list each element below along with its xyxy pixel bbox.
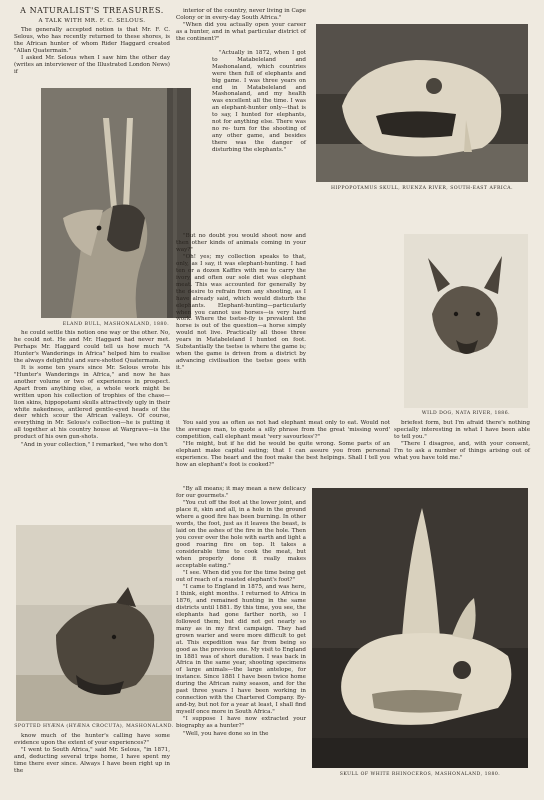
article-subhead: A TALK WITH MR. F. C. SELOUS. [38,18,146,24]
paragraph: "And in your collection," I remarked, "we who don't [21,441,168,448]
wild-dog-caption: WILD DOG, NATA RIVER, 1886. [421,411,511,416]
white-rhinoceros-skull-photo [312,488,528,768]
paragraph: "By all means; it may mean a new delicacy for our gourmets." [176,486,306,499]
paragraph: "He might, but if he did he would be quite wrong. Some parts of an elephant make capital eating; that I can assure you from personal experience. The heart and the foot make the best helpings. Shall I tell you how an elephant's foot is cooked?" [176,441,390,469]
paragraph: You said you as often as not had elephant meat only to eat. Would not the average man, to quote a silly phrase from the great 'missing word' competition, call elephant meat 'very savourless'?" [176,420,390,440]
hippo-caption: HIPPOPOTAMUS SKULL, RUENZA RIVER, SOUTH-EAST AFRICA. [330,186,514,191]
hippopotamus-skull-photo [316,24,528,182]
rhino-caption: SKULL OF WHITE RHINOCEROS, MASHONALAND, 1880. [339,772,501,777]
column-2-wide-text [176,420,390,470]
hyaena-caption: SPOTTED HYÆNA (HYÆNA CROCUTA), MASHONALAND. [14,724,174,729]
paragraph: "I suppose I have now extracted your biography as a hunter?" [176,716,306,730]
column-2-top-text [176,8,306,44]
column-2-middle-text [176,233,306,372]
paragraph: "Oh! yes; my collection speaks to that, only, as I say, it was elephant-hunting. I had ten or a dozen Kaffirs with me to carry the ivory, and often our sole diet was elephant meat. This was accounted for generally by the desire to refrain from any shooting, as I have already said, which would disturb the elephants. Elephant-hunting—particularly when you cannot use horses—is very hard work. Where the tsetse-fly is prevalent the horse is out of the question—a horse simply would not live. Practically all those three years in Matabeleland I hunted on foot. Substantially the tsetse is where the game is; when the game is driven from a district by advancing civilisation the tsetse goes with it." [176,254,306,371]
paragraph: "But no doubt you would shoot now and then other kinds of animals coming in your way?" [176,233,306,253]
article-headline: A NATURALIST'S TREASURES. [20,6,164,15]
paragraph: he could settle this notion one way or the other. No, he could not. He and Mr. Haggard had never met. Perhaps Mr. Haggard could tell us how much "A Hunter's Wanderings in Africa" helped him to realise the always delightful and sure-shotted Quatermain. [14,330,170,364]
column-1-bottom-text [14,733,170,776]
paragraph: The generally accepted notion is that Mr. F. C. Selous, who has recently returned to these shores, is the African hunter of whom Rider Haggard created "Allan Quatermain." [14,27,170,54]
column-1-top-text [14,27,170,77]
spotted-hyaena-photo [16,525,172,721]
wild-dog-photo [404,234,528,408]
paragraph: I asked Mr. Selous when I saw him the other day (writes an interviewer of the Illustrated London News) if [14,55,170,76]
paragraph: "Actually in 1872, when I got to Matabeleland and Mashonaland, which countries were then full of elephants and big game. I was three years on end in Matabeleland and Mashonaland, and my health was excellent all the time. I was an elephant-hunter only—that is to say, I hunted for elephants, not for anything else. There was no re- turn for the shooting of any other game, and besides there was the danger of disturbing the elephants." [212,50,306,153]
eland-caption: ELAND BULL, MASHONALAND, 1880. [62,322,170,327]
paragraph: "I came to England in 1875, and was here, I think, eight months. I returned to Africa in 1876, and remained hunting in the same districts until 1881. By this time, you see, the elephants had gone farther north, so I followed them; but did not get nearly so many as in my first campaign. They had grown warier and were more difficult to get at. This expedition was far from being so good as the previous one. My visit to England in 1881 was of short duration. I was back in Africa in the same year, shooting specimens of large animals—the large antelope, for instance. Since 1881 I have been twice home during the African rainy season, and for the past three years I have been working in connection with the Chartered Company. By-and-by, but not for a year at least, I shall find myself once more in South Africa." [176,584,306,715]
column-2-bottom-text [176,486,306,738]
paragraph: "When did you actually open your career as a hunter, and in what particular district of the continent?" [176,22,306,43]
column-2-narrow-text [212,50,306,154]
column-3-wide-text [394,420,530,463]
paragraph: "I see. When did you for the time being get out of reach of a roasted elephant's foot?" [176,570,306,583]
paragraph: It is some ten years since Mr. Selous wrote his "Hunter's Wanderings in Africa," and now he has another volume or two of experiences in prospect. Apart from anything else, a whole work might be written upon his collection of trophies of the chase—lion skins, hippopotami skulls attractively ugly in their white nakedness, antlered gentle-eyed heads of the deer which scour the African valleys. Of course, everything in Mr. Selous's collection—he is putting it all together at his country house at Wargrave—is the product of his own gun-shots. [14,365,170,441]
paragraph: "There I disagree, and, with your consent, I'm to ask a number of things arising out of what you have told me." [394,441,530,462]
eland-bull-photo [41,88,191,318]
column-1-middle-text [14,330,170,449]
paragraph: interior of the country, never living in Cape Colony or in every-day South Africa." [176,8,306,21]
paragraph: "Well, you have done so in the [183,730,269,737]
paragraph: "You cut off the foot at the lower joint, and place it, skin and all, in a hole in the ground where a good fire has been burning. In other words, the foot, just as it leaves the beast, is laid on the ashes of the fire in the hole. Then you cover over the hole with earth and light a good roaring fire on top. It takes a considerable time to cook the meat, but when properly done it really makes acceptable eating." [176,500,306,569]
paragraph: know much of the hunter's calling have some evidence upon the extent of your experiences?" [14,733,170,746]
paragraph: "I went to South Africa," said Mr. Selous, "in 1871, and, deducting several trips home, I have spent my time there ever since. Always I have been right up in the [14,747,170,775]
paragraph: briefest form, but I'm afraid there's nothing specially interesting in what I have been able to tell you." [394,420,530,440]
